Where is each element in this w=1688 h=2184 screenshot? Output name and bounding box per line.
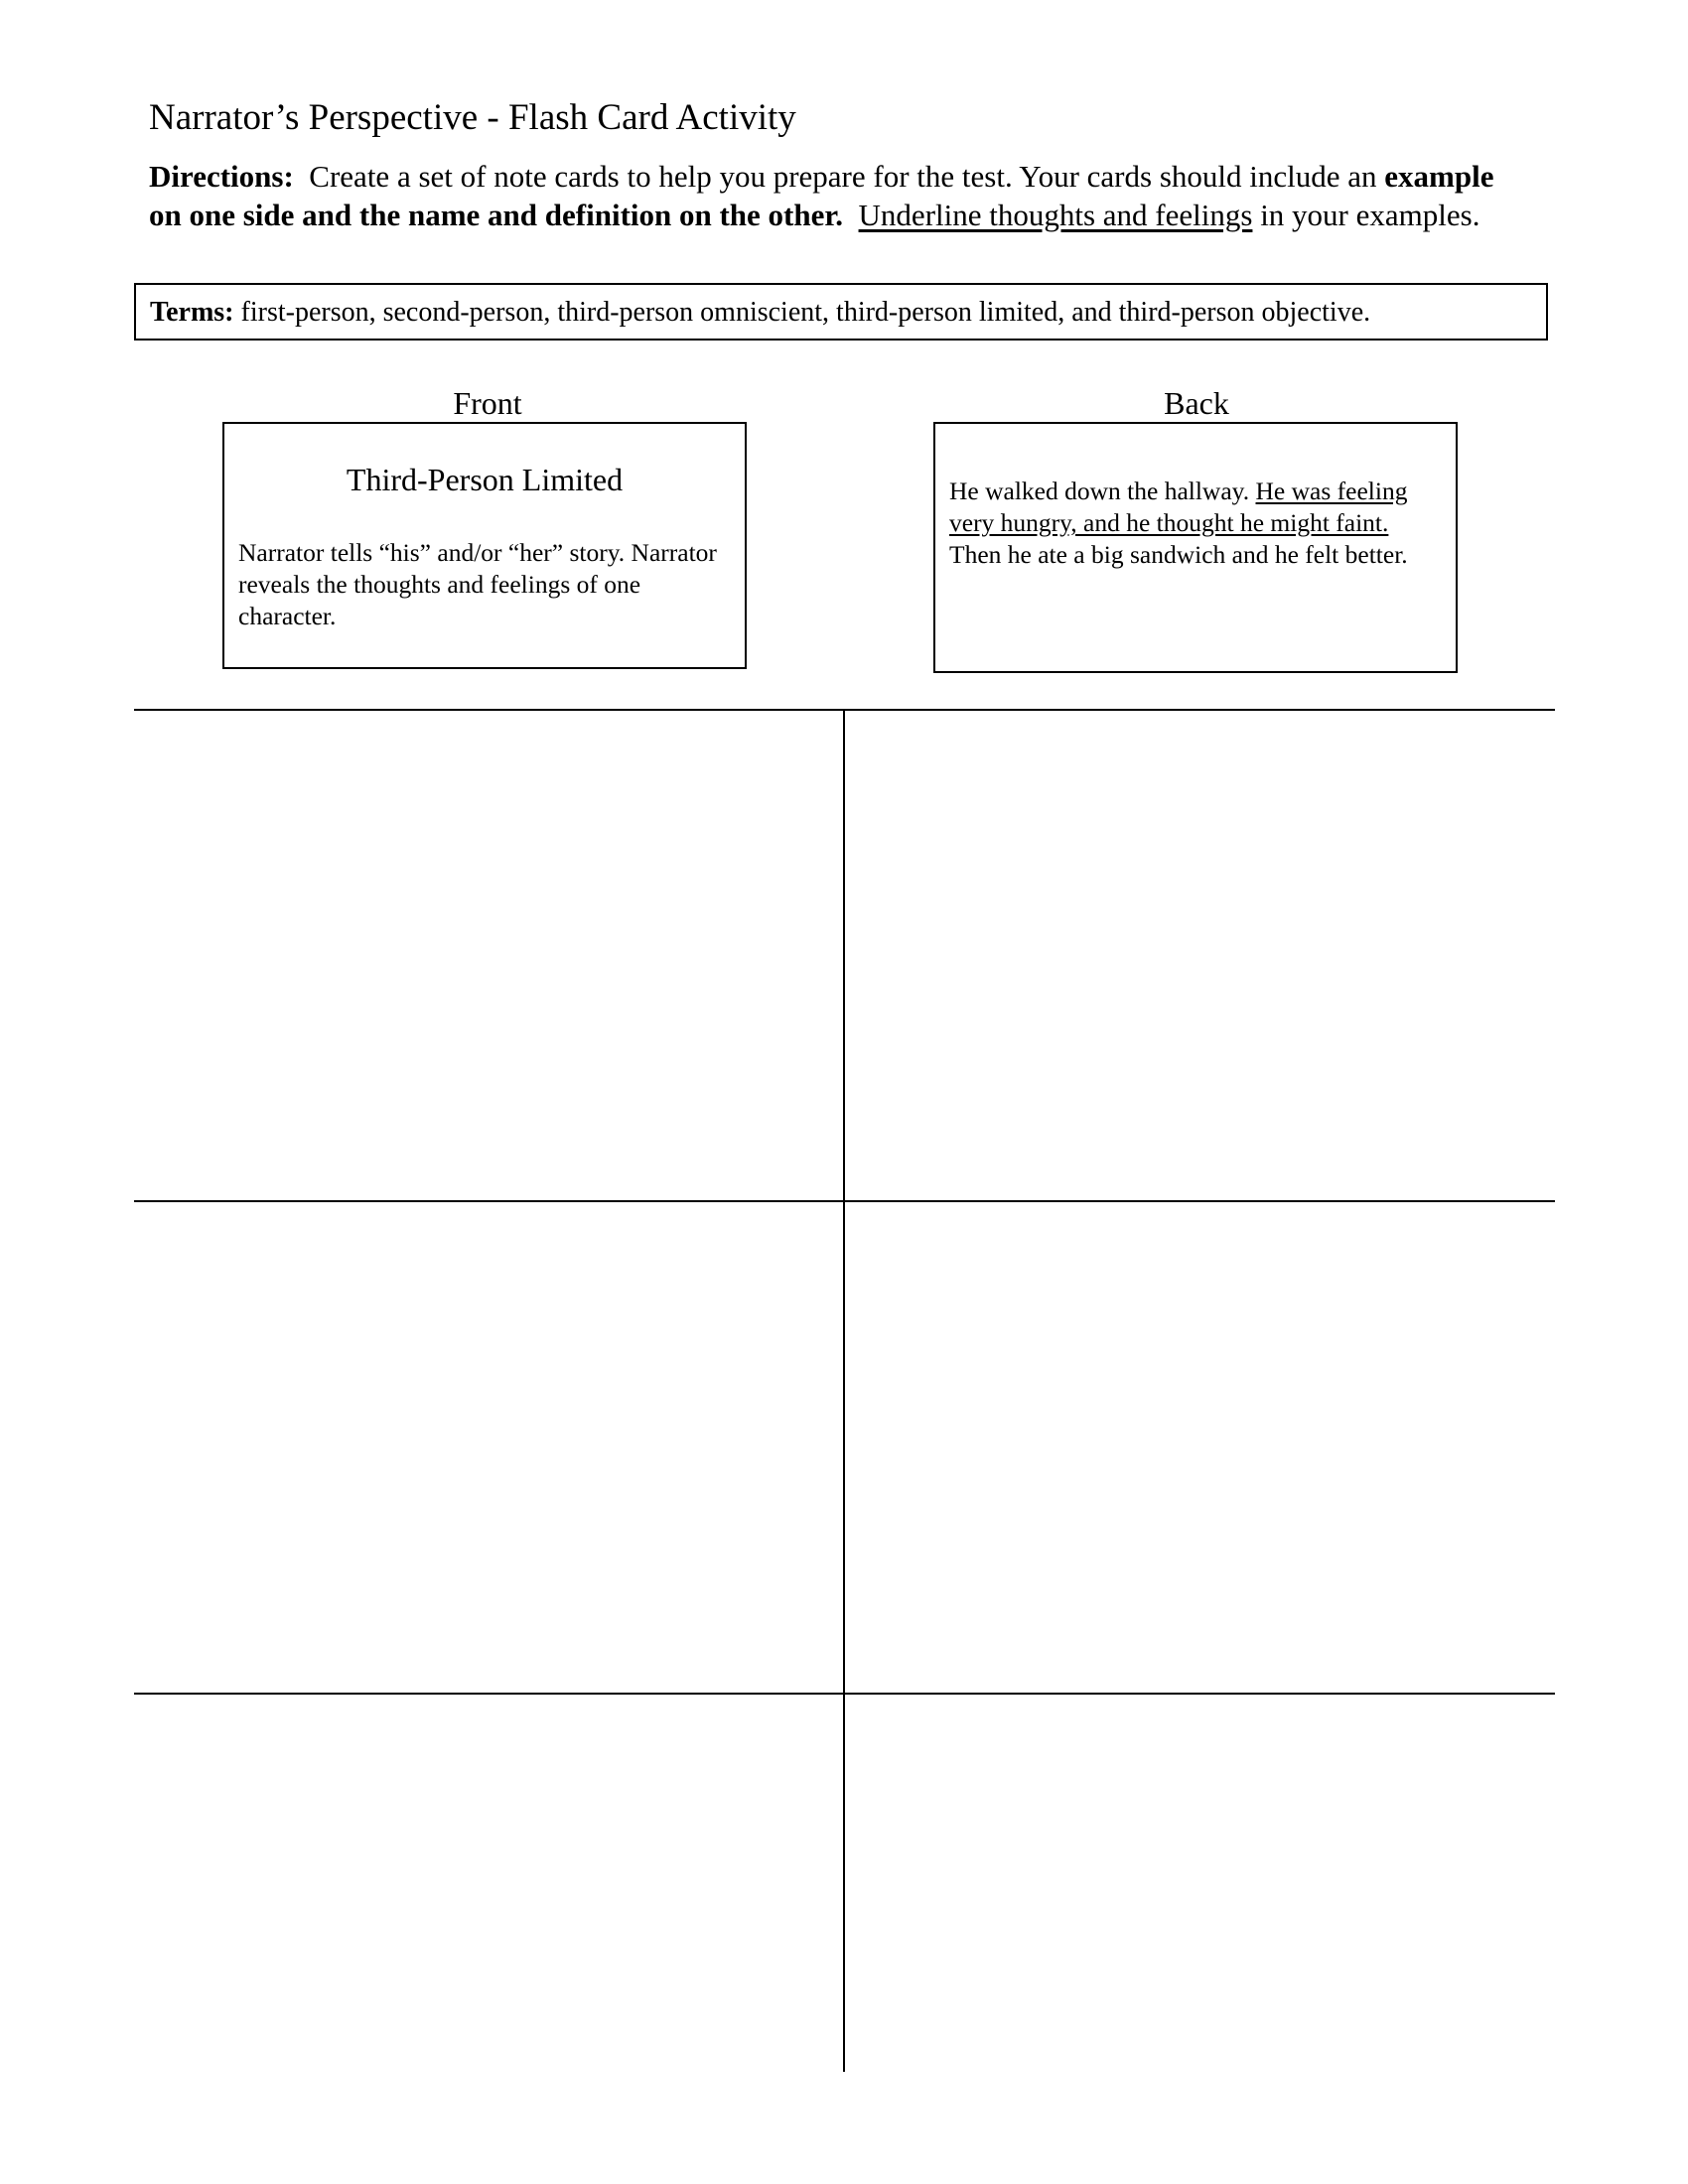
directions xyxy=(149,157,1519,234)
directions-bold-text: example on one side and the name and definition on the other. xyxy=(149,159,1494,232)
example-text-end: Then he ate a big sandwich and he felt better. xyxy=(949,540,1408,569)
grid-center-line xyxy=(843,709,845,2072)
example-text-start: He walked down the hallway. xyxy=(949,477,1256,505)
card-example-text xyxy=(949,476,1446,571)
directions-label: Directions: xyxy=(149,159,294,194)
front-heading: Front xyxy=(453,385,522,421)
terms-text: first-person, second-person, third-person omniscient, third-person limited, and third-person objective. xyxy=(240,297,1371,328)
page-title: Narrator’s Perspective - Flash Card Activity xyxy=(149,97,796,138)
card-definition: Narrator tells “his” and/or “her” story. Narrator reveals the thoughts and feelings of one character. xyxy=(238,538,717,630)
directions-text-end: in your examples. xyxy=(1252,198,1480,232)
directions-underlined-text: Underline thoughts and feelings xyxy=(858,198,1253,232)
front-example-card xyxy=(222,422,747,669)
back-heading: Back xyxy=(1164,385,1229,421)
directions-text: Create a set of note cards to help you prepare for the test. Your cards should include an xyxy=(309,159,1385,194)
example-underlined-text: He was feeling very hungry, and he thought he might faint. xyxy=(949,477,1408,537)
card-term-title: Third-Person Limited xyxy=(346,462,624,497)
back-example-card xyxy=(933,422,1458,673)
terms-box xyxy=(134,283,1548,341)
terms-label: Terms: xyxy=(150,297,234,328)
